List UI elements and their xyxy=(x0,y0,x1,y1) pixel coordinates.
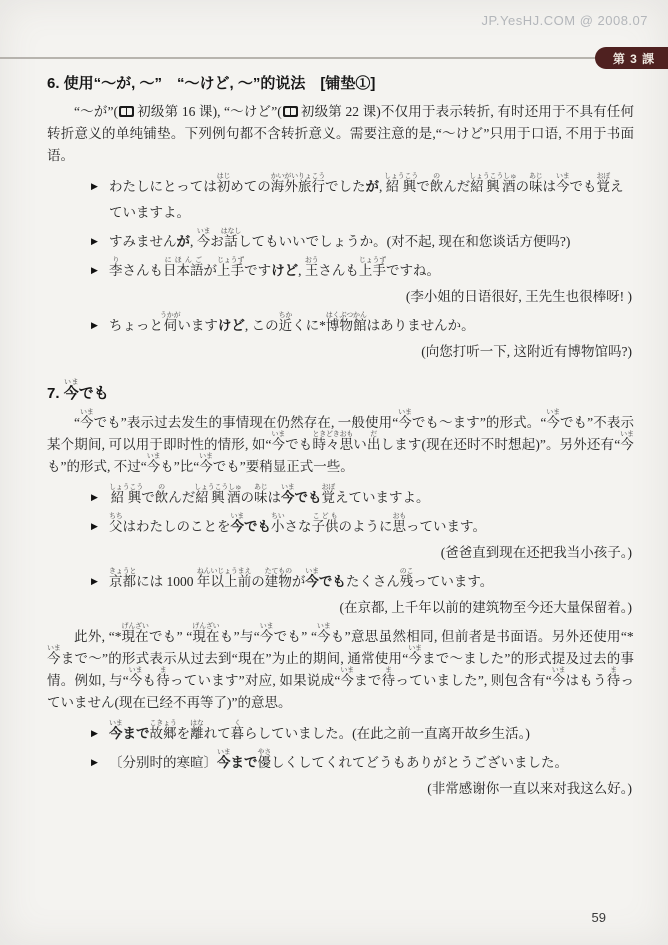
header-rule xyxy=(0,57,622,59)
ruby-annotated-text: 離はな xyxy=(190,720,204,741)
ruby-annotated-text: 紹興酒しょうこうしゅ xyxy=(469,173,517,194)
ruby-annotated-text: 今いま xyxy=(146,453,161,474)
ruby-annotated-text: 現在げんざい xyxy=(192,623,220,644)
ruby-annotated-text: 博物館はくぶつかん xyxy=(325,312,367,333)
ruby-annotated-text: 今いま xyxy=(199,453,213,474)
ruby-annotated-text: 今いま xyxy=(109,720,123,741)
ruby-annotated-text: 年以上前ねんいじょうまえ xyxy=(196,568,252,589)
ruby-annotated-text: 時々ときどき xyxy=(312,431,340,452)
example-text: 今いままで故郷こきょうを離はなれて暮くらしていました。(在此之前一直离开故乡生活。) xyxy=(109,720,530,741)
ruby-annotated-text: 飲の xyxy=(429,173,444,194)
ruby-annotated-text: 今いま xyxy=(259,623,274,644)
example-sentence xyxy=(47,173,634,226)
translation-line: (李小姐的日语很好, 王先生也很棒呀! ) xyxy=(405,289,632,304)
ruby-annotated-text: 紹興しょうこう xyxy=(384,173,419,194)
example-sentence xyxy=(47,720,634,747)
ruby-annotated-text: 初はじ xyxy=(216,173,231,194)
example-sentence xyxy=(47,484,634,511)
ruby-annotated-text: 今いま xyxy=(230,513,245,534)
bullet-marker-icon: ▶ xyxy=(91,576,98,586)
example-sentence xyxy=(47,228,634,255)
lesson-tab: 第 3 課 xyxy=(595,47,668,69)
bullet-marker-icon: ▶ xyxy=(91,236,98,246)
ruby-annotated-text: 紹興酒しょうこうしゅ xyxy=(194,484,242,505)
ruby-annotated-text: 待ま xyxy=(156,667,170,688)
example-sentence xyxy=(47,257,634,284)
example-text: 〔分别时的寒暄〕今いままで優やさしくしてくれてどうもありがとうございました。 xyxy=(109,749,568,770)
ruby-annotated-text: 今いま xyxy=(47,645,61,666)
ruby-annotated-text: 上手じょうず xyxy=(216,257,245,278)
section-7-note-paragraph: 此外, “*現在げんざいでも” “現在げんざいも”与“今いまでも” “今いまも”意思虽然相同, 但前者是书面语。另外还使用“*今いままで～”的形式表示从过去到“現在”为止的期间, 通常使用“今いままで～ました”的形式提及过去的事情。例如, 与“今いまも待まっています”对应, 如果说成“今いままで待まっていました”, 则包含有“今いまはもう待まっていません(现在已经不再等了)”的意思。 xyxy=(47,623,635,710)
ruby-annotated-text: 味あじ xyxy=(529,173,543,194)
ruby-annotated-text: 待ま xyxy=(381,667,396,688)
page-number: 59 xyxy=(591,910,606,925)
bullet-marker-icon: ▶ xyxy=(91,320,98,330)
ruby-annotated-text: 残のこ xyxy=(399,568,414,589)
ruby-annotated-text: 今いま xyxy=(551,667,566,688)
section-6-heading: 6. 使用“～が, ～” “～けど, ～”的说法 [铺垫①] xyxy=(47,75,376,92)
ruby-annotated-text: 優やさ xyxy=(257,749,272,770)
example-text: 父ちちはわたしのことを今いまでも小ちいさな子供こどものように思おもっています。 xyxy=(109,513,486,534)
ruby-annotated-text: 日本語にほんご xyxy=(163,257,204,278)
ruby-annotated-text: 今いま xyxy=(196,228,211,249)
bullet-marker-icon: ▶ xyxy=(91,728,98,738)
ruby-annotated-text: 海外旅行かいがいりょこう xyxy=(270,173,326,194)
ruby-annotated-text: 今いま xyxy=(620,431,634,452)
ruby-annotated-text: 故郷こきょう xyxy=(149,720,177,741)
ruby-annotated-text: 覚おぼ xyxy=(596,173,611,194)
ruby-annotated-text: 今いま xyxy=(305,568,319,589)
ruby-annotated-text: 建物たてもの xyxy=(264,568,292,589)
ruby-annotated-text: 話はなし xyxy=(220,228,242,249)
example-text: すみませんが, 今いまお話はなししてもいいでしょうか。(对不起, 现在和您谈话方便吗?) xyxy=(109,228,571,249)
ruby-annotated-text: 今いま xyxy=(408,645,422,666)
ruby-annotated-text: 暮く xyxy=(230,720,245,741)
ruby-annotated-text: 今いま xyxy=(398,409,412,430)
ruby-annotated-text: 現在げんざい xyxy=(121,623,149,644)
bullet-marker-icon: ▶ xyxy=(91,521,98,531)
section-7-intro-paragraph: “今いまでも”表示过去发生的事情现在仍然存在, 一般使用“今いまでも～ます”的形式。“今いまでも”不表示某个期间, 可以用于即时性的情形, 如“今いまでも時々ときどき思おもい出だします(现在还时不时想起)”。另外还有“今いまも”的形式, 不过“今いまも”比“今いまでも”要稍显正式一些。 xyxy=(47,409,634,474)
example-sentence xyxy=(47,749,634,776)
bullet-marker-icon: ▶ xyxy=(91,492,98,502)
translation-line: (爸爸直到现在还把我当小孩子。) xyxy=(440,545,632,560)
book-icon xyxy=(283,106,298,117)
example-text: わたしにとっては初はじめての海外旅行かいがいりょこうでしたが, 紹興しょうこうで飲のんだ紹興酒しょうこうしゅの味あじは今いまでも覚おぼえていますよ。 xyxy=(109,173,624,220)
ruby-annotated-text: 味あじ xyxy=(253,484,268,505)
ruby-annotated-text: 思おも xyxy=(392,513,407,534)
section-7-heading: 7. 今いまでも xyxy=(47,379,109,402)
example-sentence xyxy=(47,513,634,540)
ruby-annotated-text: 待ま xyxy=(606,667,621,688)
bullet-marker-icon: ▶ xyxy=(91,265,98,275)
watermark: JP.YesHJ.COM @ 2008.07 xyxy=(481,13,648,28)
translation-line: (向您打听一下, 这附近有博物馆吗?) xyxy=(421,344,632,359)
example-text: 紹興しょうこうで飲のんだ紹興酒しょうこうしゅの味あじは今いまでも覚おぼえていますよ。 xyxy=(109,484,430,505)
ruby-annotated-text: 出だ xyxy=(366,431,381,452)
ruby-annotated-text: 今いま xyxy=(340,667,354,688)
ruby-annotated-text: 今いま xyxy=(63,379,79,402)
ruby-annotated-text: 王おう xyxy=(304,257,319,278)
ruby-annotated-text: 小ちい xyxy=(271,513,285,534)
ruby-annotated-text: 今いま xyxy=(79,409,94,430)
ruby-annotated-text: 父ちち xyxy=(109,513,123,534)
ruby-annotated-text: 今いま xyxy=(316,623,331,644)
ruby-annotated-text: 子供こども xyxy=(311,513,339,534)
translation-line: (非常感谢你一直以来对我这么好。) xyxy=(427,781,632,796)
ruby-annotated-text: 李り xyxy=(109,257,123,278)
ruby-annotated-text: 京都きょうと xyxy=(109,568,137,589)
section-6-intro-paragraph: “～が”( 初级第 16 课), “～けど”( 初级第 22 课)不仅用于表示转折, 有时还用于不具有任何转折意义的单纯铺垫。下列例句都不含转折意义。需要注意的是,“～けど”只用于口语, 不用于书面语。 xyxy=(47,104,634,163)
ruby-annotated-text: 今いま xyxy=(216,749,231,770)
example-text: 李りさんも日本語にほんごが上手じょうずですけど, 王おうさんも上手じょうずですね。 xyxy=(109,257,440,278)
bullet-marker-icon: ▶ xyxy=(91,757,98,767)
ruby-annotated-text: 紹興しょうこう xyxy=(109,484,143,505)
ruby-annotated-text: 今いま xyxy=(546,409,560,430)
ruby-annotated-text: 今いま xyxy=(271,431,286,452)
ruby-annotated-text: 上手じょうず xyxy=(358,257,387,278)
ruby-annotated-text: 今いま xyxy=(280,484,295,505)
page-content xyxy=(47,72,634,804)
translation-line: (在京都, 上千年以前的建筑物至今还大量保留着。) xyxy=(339,600,632,615)
bullet-marker-icon: ▶ xyxy=(91,181,98,191)
book-icon xyxy=(119,106,134,117)
ruby-annotated-text: 覚おぼ xyxy=(321,484,336,505)
ruby-annotated-text: 思おも xyxy=(339,431,354,452)
example-text: ちょっと伺うかがいますけど, この近ちかくに*博物館はくぶつかんはありませんか。 xyxy=(109,312,475,333)
ruby-annotated-text: 飲の xyxy=(154,484,169,505)
example-text: 京都きょうとには 1000 年以上前ねんいじょうまえの建物たてものが今いまでもたくさん残のこっています。 xyxy=(109,568,494,589)
example-sentence xyxy=(47,312,634,339)
ruby-annotated-text: 今いま xyxy=(128,667,143,688)
ruby-annotated-text: 近ちか xyxy=(278,312,293,333)
example-sentence xyxy=(47,568,634,595)
ruby-annotated-text: 伺うかが xyxy=(160,312,181,333)
ruby-annotated-text: 今いま xyxy=(556,173,570,194)
